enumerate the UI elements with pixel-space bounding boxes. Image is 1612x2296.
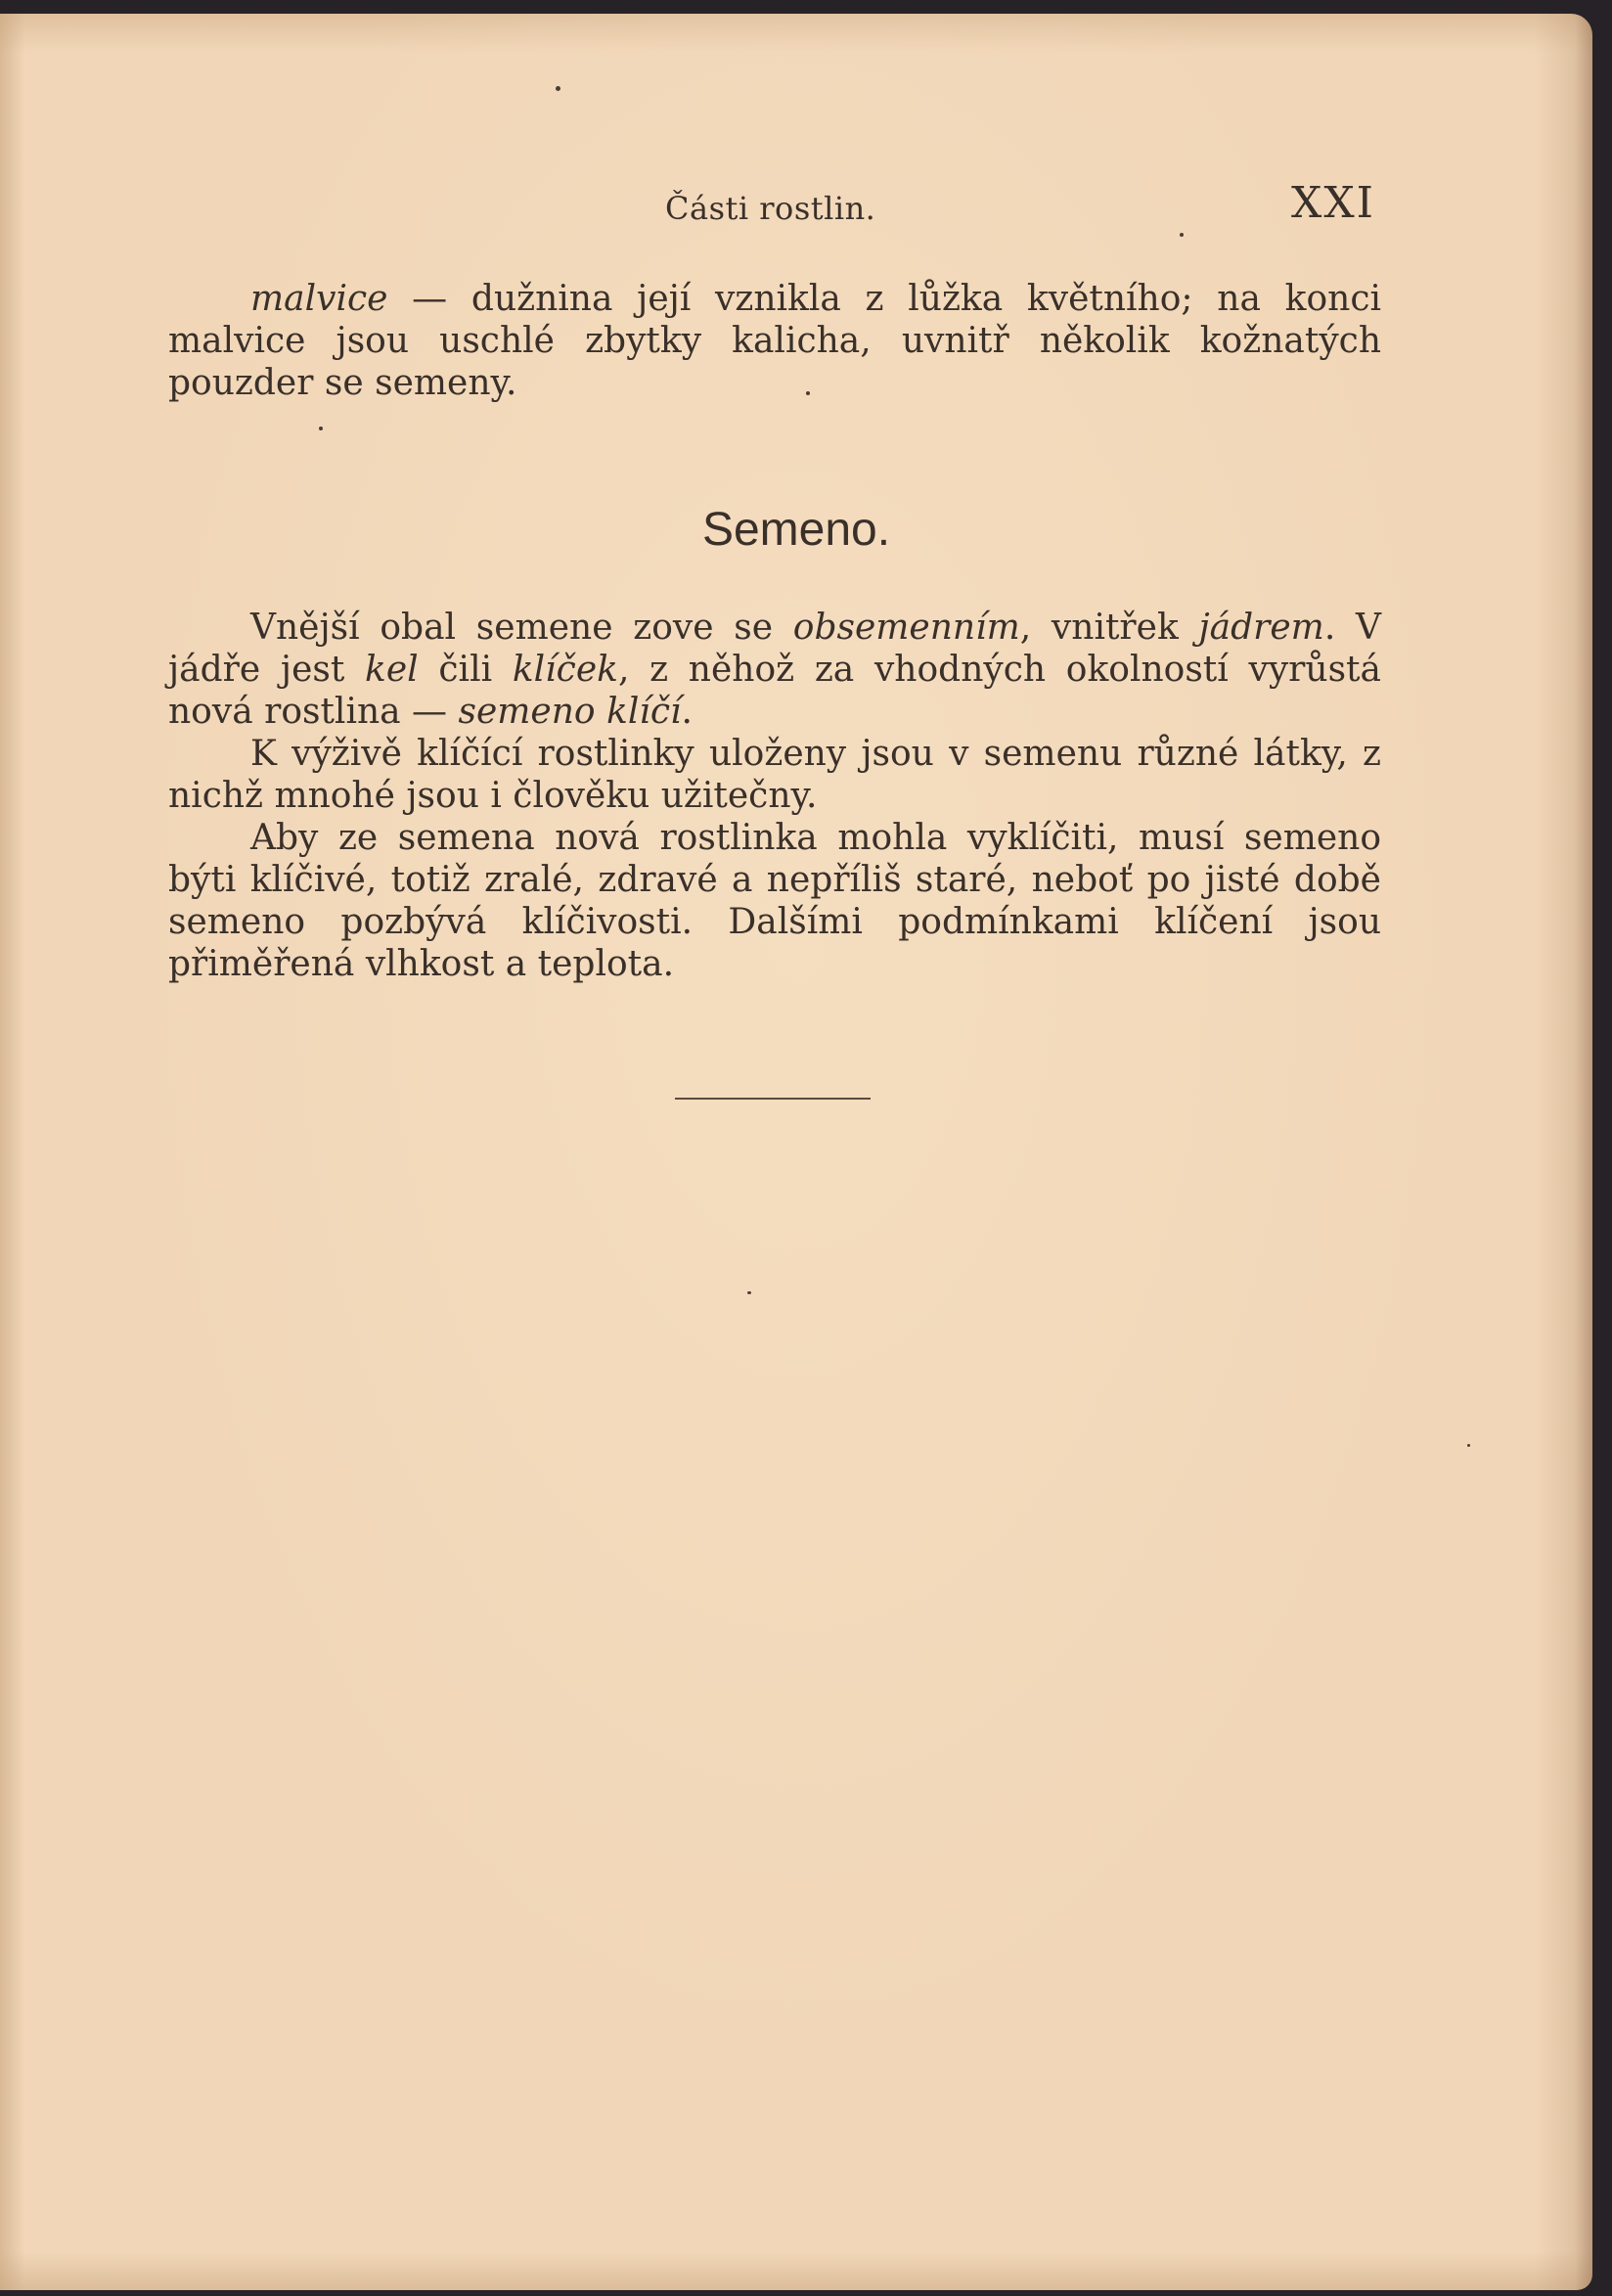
speck <box>747 1291 751 1294</box>
paragraph-text: . V jádře jest <box>168 608 1382 690</box>
section-paragraph <box>168 607 1381 733</box>
paragraph-text: Aby ze semena nová rostlinka mohla vyklíčiti, musí semeno býti klíčivé, totiž zralé, zdravé a nepříliš staré, neboť po jisté době semeno pozbývá klíčivosti. Dalšími podmínkami klíčení jsou přiměřená vlhkost a teplota. <box>168 818 1381 984</box>
end-rule <box>675 1098 871 1100</box>
paragraph-text: . <box>681 692 693 732</box>
section-paragraph <box>168 733 1381 817</box>
section-body <box>168 607 1381 985</box>
continuation-rest: — dužnina její vznikla z lůžka květního; na konci malvice jsou uschlé zbytky kalicha, uvnitř několik kožnatých pouzder se semeny. <box>168 279 1381 403</box>
speck <box>319 427 323 430</box>
page-number: XXI <box>1291 178 1376 228</box>
paragraph-text: čili <box>418 650 513 690</box>
speck <box>806 391 810 395</box>
emphasized-term: semeno klíčí <box>458 692 682 732</box>
continuation-paragraph <box>168 278 1381 404</box>
speck <box>1467 1444 1470 1447</box>
speck <box>1180 233 1184 237</box>
continuation-term: malvice <box>250 279 388 319</box>
section-paragraph <box>168 817 1381 985</box>
speck <box>556 86 560 91</box>
running-title: Části rostlin. <box>665 190 876 227</box>
paragraph-text: , vnitřek <box>1019 608 1199 648</box>
book-page <box>0 14 1592 2290</box>
running-head <box>0 178 1592 227</box>
emphasized-term: obsemenním <box>792 608 1020 648</box>
paragraph-text: K výživě klíčící rostlinky uloženy jsou v semenu různé látky, z nichž mnohé jsou i člověku užitečny. <box>168 734 1381 816</box>
section-heading: Semeno. <box>701 504 891 556</box>
emphasized-term: kel <box>365 650 419 690</box>
paragraph-text: Vnější obal semene zove se <box>250 608 793 648</box>
emphasized-term: jádrem <box>1198 608 1324 648</box>
emphasized-term: klíček <box>512 650 618 690</box>
continuation-text <box>168 278 1381 404</box>
paragraph-text: , z něhož za vhodných okolností vyrůstá nová rostlina — <box>168 650 1381 732</box>
